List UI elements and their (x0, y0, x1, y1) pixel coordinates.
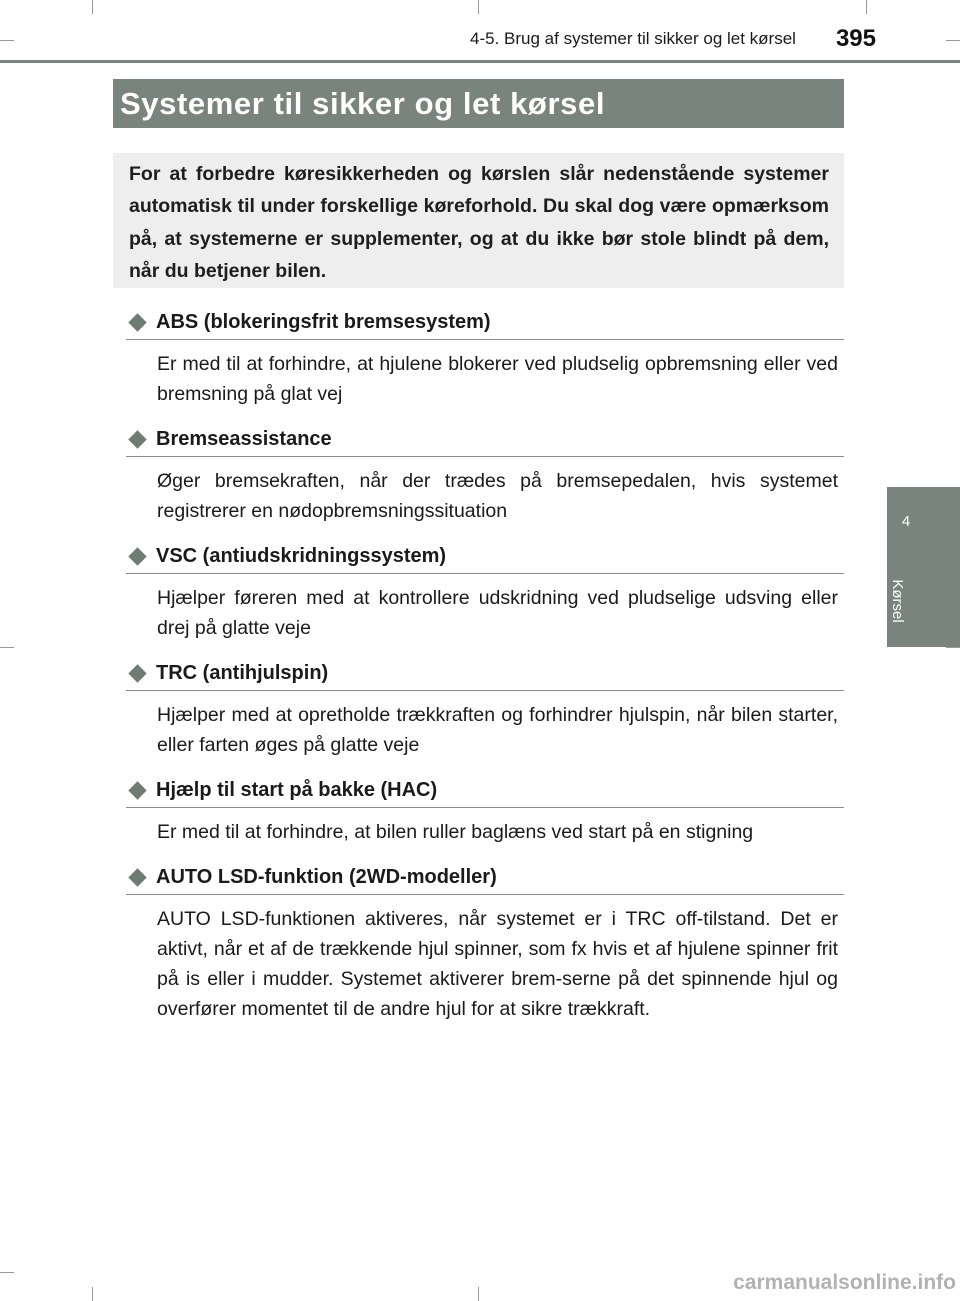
list-item (126, 423, 844, 526)
item-heading (126, 861, 844, 895)
crop-mark (92, 0, 93, 14)
page-title: Systemer til sikker og let kørsel (120, 85, 606, 121)
crop-mark (946, 647, 960, 648)
list-item (126, 774, 844, 847)
chapter-tab (887, 487, 960, 647)
item-title: Hjælp til start på bakke (HAC) (156, 779, 438, 801)
item-heading (126, 774, 844, 808)
diamond-bullet-icon (128, 430, 146, 448)
item-heading (126, 657, 844, 691)
diamond-bullet-icon (128, 781, 146, 799)
watermark: carmanualsonline.info (733, 1271, 956, 1294)
crop-mark (866, 0, 867, 14)
item-heading (126, 306, 844, 340)
crop-mark (478, 1287, 479, 1301)
crop-mark (478, 0, 479, 14)
system-list (126, 306, 844, 1038)
list-item (126, 861, 844, 1024)
chapter-number: 4 (901, 513, 911, 530)
chapter-label: Kørsel (889, 579, 906, 623)
item-heading (126, 423, 844, 457)
list-item (126, 540, 844, 643)
item-title: ABS (blokeringsfrit bremsesystem) (156, 311, 491, 333)
item-description: Er med til at forhindre, at hjulene blokerer ved pludselig opbremsning eller ved bremsning på glat vej (157, 353, 838, 405)
intro-text: For at forbedre køresikkerheden og kørslen slår nedenstående systemer automatisk til under forskellige køreforhold. Du skal dog være opmærksom på, at systemerne er supplementer, og at du ikke bør stole blindt på dem, når du betjener bilen. (129, 163, 829, 282)
diamond-bullet-icon (128, 313, 146, 331)
crop-mark (0, 1272, 14, 1273)
crop-mark (0, 40, 14, 41)
header-rule (0, 60, 960, 63)
item-description: Hjælper med at opretholde trækkraften og forhindrer hjulspin, når bilen starter, eller farten øges på glatte veje (157, 704, 838, 756)
item-description: Øger bremsekraften, når der trædes på bremsepedalen, hvis systemet registrerer en nødopbremsningssituation (157, 470, 838, 522)
item-description: AUTO LSD-funktionen aktiveres, når systemet er i TRC off-tilstand. Det er aktivt, når et af de trækkende hjul spinner, som fx hvis et af hjulene spinner frit på is eller i mudder. Systemet aktiverer brem-serne på det spinnende hjul og overfører momentet til de andre hjul for at sikre trækkraft. (157, 908, 838, 1020)
item-title: Bremseassistance (156, 428, 332, 450)
item-title: VSC (antiudskridningssystem) (156, 545, 447, 567)
item-title: TRC (antihjulspin) (156, 662, 329, 684)
crop-mark (92, 1287, 93, 1301)
chapter-label-wrapper (889, 579, 906, 623)
diamond-bullet-icon (128, 664, 146, 682)
crop-mark (0, 647, 14, 648)
diamond-bullet-icon (128, 547, 146, 565)
list-item (126, 306, 844, 409)
title-bar (113, 79, 844, 128)
page-number: 395 (835, 25, 876, 52)
running-header (390, 24, 876, 54)
item-title: AUTO LSD-funktion (2WD-modeller) (156, 866, 497, 888)
item-description: Er med til at forhindre, at bilen ruller baglæns ved start på en stigning (157, 821, 754, 843)
item-heading (126, 540, 844, 574)
list-item (126, 657, 844, 760)
item-description: Hjælper føreren med at kontrollere udskridning ved pludselige udsving eller drej på glatte veje (157, 587, 838, 639)
diamond-bullet-icon (128, 868, 146, 886)
crop-mark (946, 40, 960, 41)
section-title: 4-5. Brug af systemer til sikker og let kørsel (470, 29, 796, 48)
intro-box (113, 153, 844, 288)
